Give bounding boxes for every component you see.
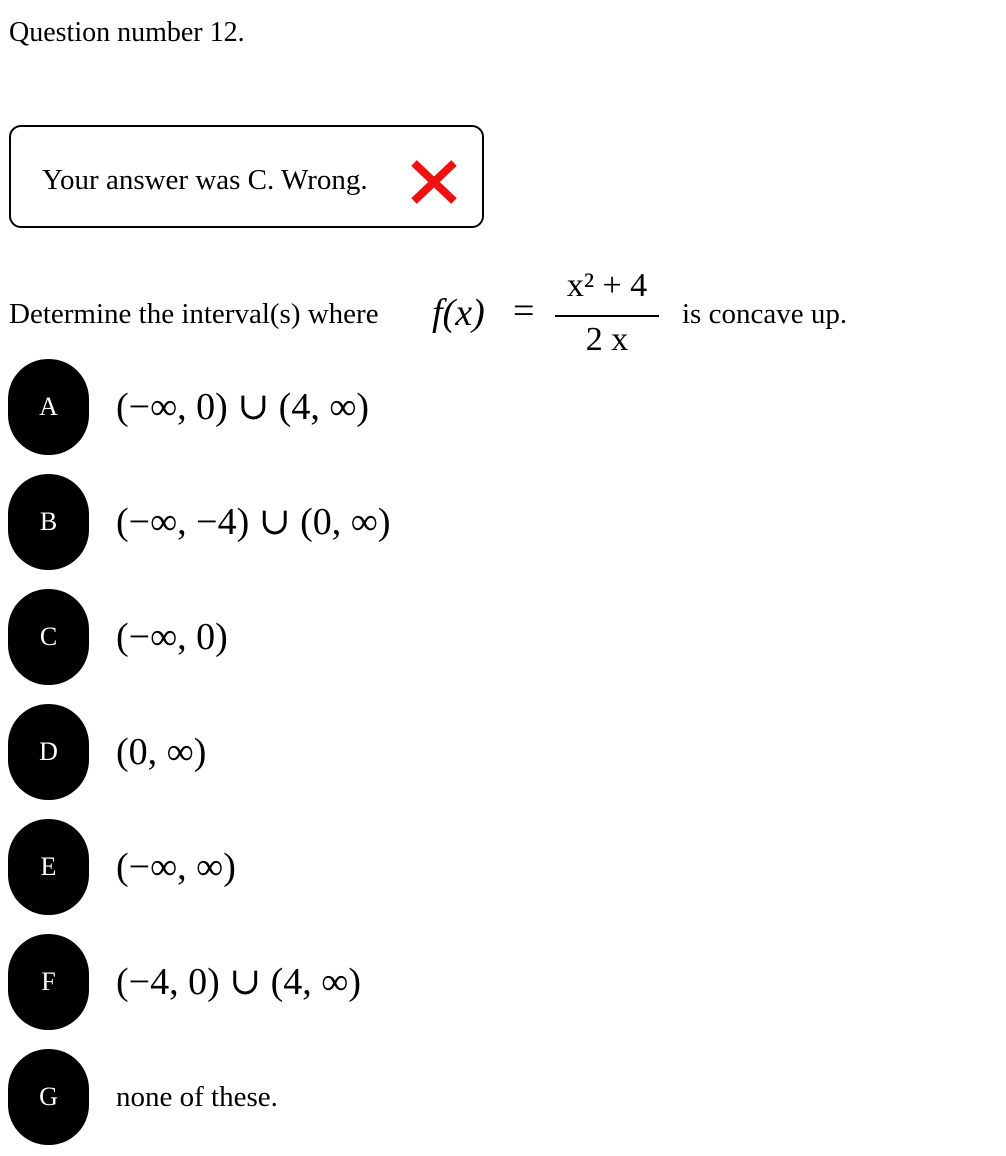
option-letter-badge[interactable]: G <box>8 1049 89 1145</box>
fraction-bar <box>555 315 659 317</box>
option-text: (−∞, ∞) <box>116 846 236 888</box>
option-b[interactable] <box>8 474 708 570</box>
option-d[interactable] <box>8 704 708 800</box>
equals-sign: = <box>513 290 535 332</box>
option-text: (−∞, 0) <box>116 616 228 658</box>
option-text: (−4, 0) ∪ (4, ∞) <box>116 961 361 1003</box>
option-letter-badge[interactable]: F <box>8 934 89 1030</box>
function-text: f(x) <box>432 292 485 334</box>
option-text: (−∞, 0) ∪ (4, ∞) <box>116 386 370 428</box>
prompt-lead: Determine the interval(s) where <box>9 298 379 330</box>
feedback-box <box>9 125 484 228</box>
option-f[interactable] <box>8 934 708 1030</box>
option-text: (0, ∞) <box>116 731 207 773</box>
option-text: (−∞, −4) ∪ (0, ∞) <box>116 501 391 543</box>
option-letter-badge[interactable]: A <box>8 359 89 455</box>
cross-icon <box>408 158 460 206</box>
feedback-text: Your answer was C. Wrong. <box>42 164 368 196</box>
fraction-numerator: x² + 4 <box>566 267 648 304</box>
option-letter-badge[interactable]: D <box>8 704 89 800</box>
option-g[interactable] <box>8 1049 708 1145</box>
option-e[interactable] <box>8 819 708 915</box>
option-text: none of these. <box>116 1081 278 1113</box>
fraction <box>555 262 659 362</box>
option-letter-badge[interactable]: B <box>8 474 89 570</box>
option-letter-badge[interactable]: E <box>8 819 89 915</box>
function-name <box>432 288 485 338</box>
option-a[interactable] <box>8 359 708 455</box>
option-letter-badge[interactable]: C <box>8 589 89 685</box>
option-c[interactable] <box>8 589 708 685</box>
prompt-tail: is concave up. <box>682 298 848 330</box>
question-number: Question number 12. <box>9 17 245 48</box>
fraction-denominator: 2 x <box>585 321 629 358</box>
